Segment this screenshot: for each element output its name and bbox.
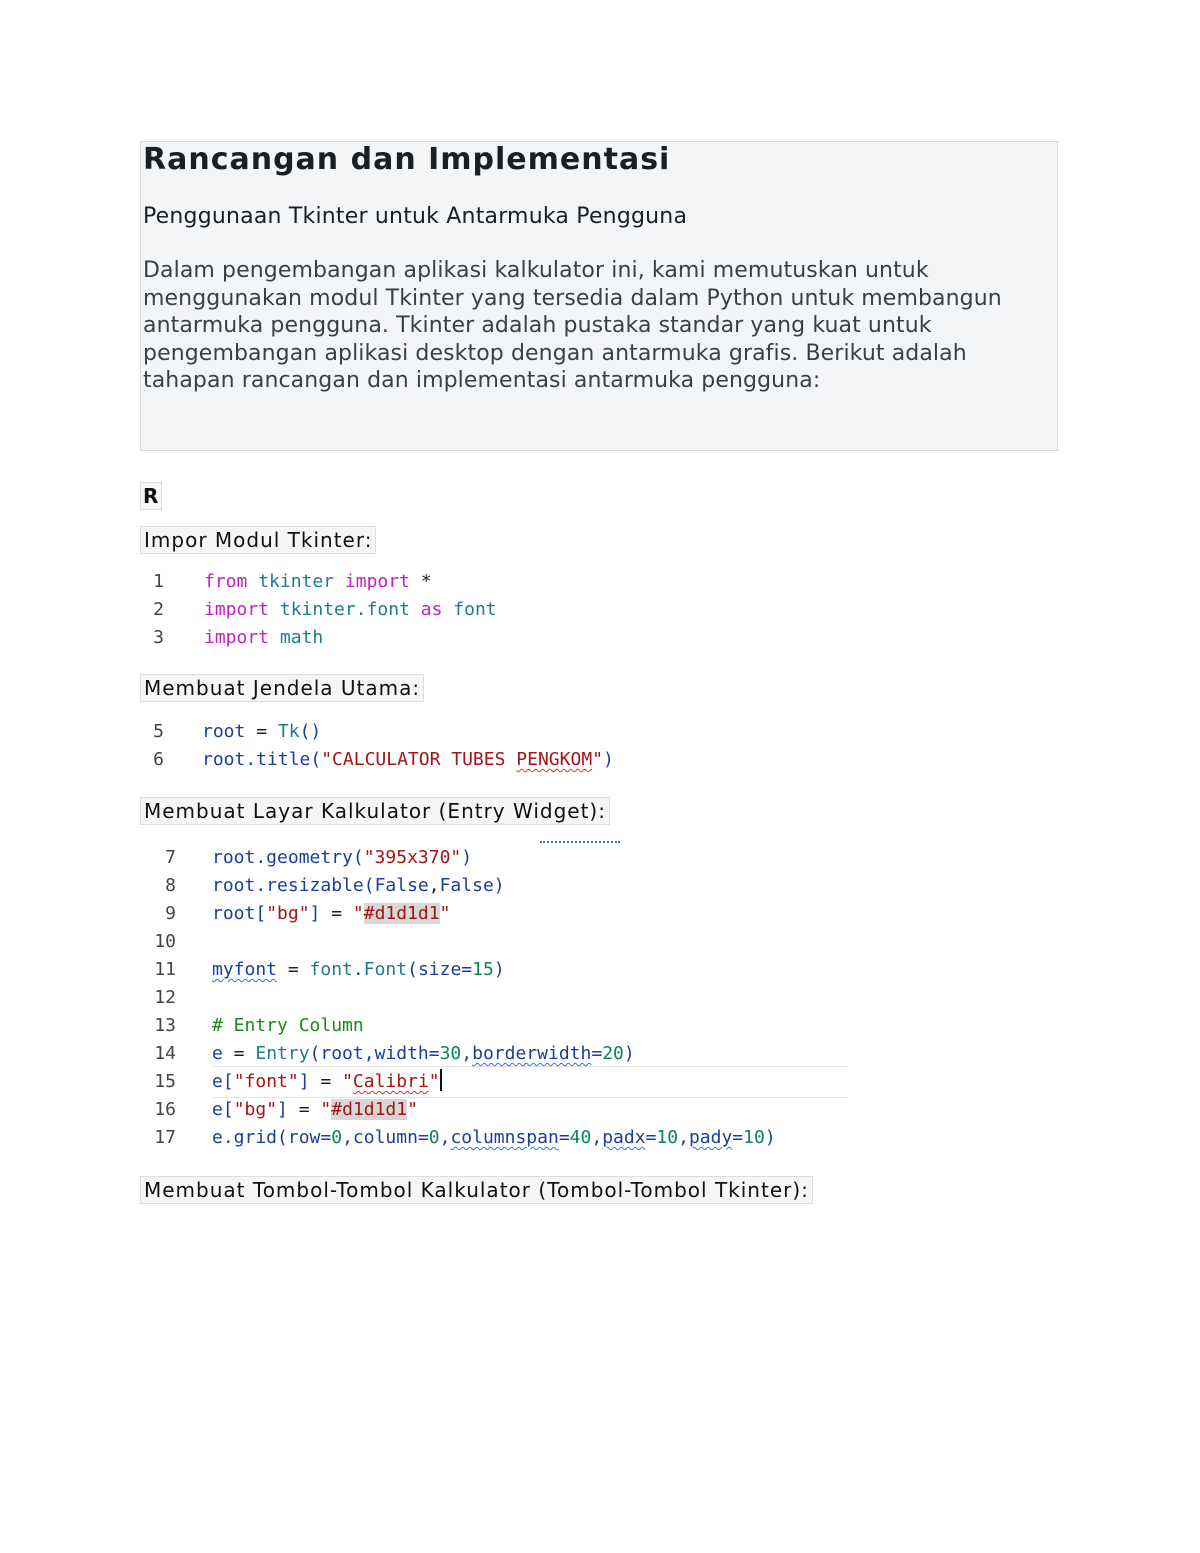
- code-token: root: [202, 721, 246, 742]
- code-line: [150, 1040, 776, 1068]
- code-token: padx: [602, 1127, 646, 1148]
- code-token: ): [623, 1043, 635, 1064]
- section-heading-main-window: Membuat Jendela Utama:: [140, 674, 424, 702]
- code-line: [150, 718, 614, 746]
- code-token: (root,width=: [309, 1043, 440, 1064]
- code-token: e[: [212, 1071, 234, 1092]
- line-number: 15: [154, 1071, 176, 1092]
- code-token: root[: [212, 903, 267, 924]
- code-token: #d1d1d1: [331, 1099, 408, 1120]
- code-token: Calibri: [352, 1071, 429, 1092]
- code-token: =: [309, 1071, 343, 1092]
- code-line: [150, 872, 776, 900]
- code-line: [150, 746, 614, 774]
- lone-letter: R: [140, 482, 162, 510]
- code-token: "bg": [233, 1099, 278, 1120]
- code-token: *: [409, 571, 432, 592]
- code-token: #d1d1d1: [363, 903, 440, 924]
- code-token: ,: [461, 1043, 473, 1064]
- code-line: [150, 1068, 776, 1096]
- code-token: ": [352, 903, 364, 924]
- code-token: 10: [743, 1127, 765, 1148]
- code-token: 0: [428, 1127, 440, 1148]
- code-token: 20: [602, 1043, 624, 1064]
- code-token: ": [592, 749, 603, 770]
- line-number: 11: [154, 959, 176, 980]
- code-token: tkinter.font: [279, 599, 410, 620]
- code-token: import: [204, 627, 270, 648]
- code-token: ): [493, 959, 505, 980]
- code-text: [212, 928, 223, 956]
- code-token: 0: [331, 1127, 343, 1148]
- code-token: font: [453, 599, 497, 620]
- line-number: 1: [153, 571, 164, 592]
- code-line: [150, 596, 497, 624]
- code-token: as: [420, 599, 443, 620]
- code-token: =: [558, 1127, 570, 1148]
- code-token: [269, 599, 280, 620]
- code-text: [212, 1068, 442, 1096]
- code-text: [212, 1124, 776, 1152]
- code-token: "395x370": [363, 847, 462, 868]
- code-token: [442, 599, 453, 620]
- text-cursor: [440, 1069, 442, 1091]
- code-token: e.grid(row=: [212, 1127, 332, 1148]
- code-line: [150, 1012, 776, 1040]
- code-token: ": [428, 1071, 440, 1092]
- code-token: [334, 571, 345, 592]
- code-token: ]: [298, 1071, 310, 1092]
- code-line: [150, 900, 776, 928]
- code-token: import: [204, 599, 270, 620]
- code-token: from: [204, 571, 248, 592]
- spellcheck-underline: [540, 833, 620, 843]
- code-token: Tk: [277, 721, 300, 742]
- code-token: ,: [439, 1127, 451, 1148]
- code-token: math: [279, 627, 324, 648]
- code-token: pady: [688, 1127, 733, 1148]
- code-token: root.resizable(: [212, 875, 375, 896]
- code-token: 40: [569, 1127, 592, 1148]
- code-line: [150, 928, 776, 956]
- code-text: [212, 984, 223, 1012]
- code-line: [150, 1096, 776, 1124]
- code-line: [150, 1124, 776, 1152]
- line-number: 16: [154, 1099, 176, 1120]
- code-token: ": [439, 903, 451, 924]
- code-text: [212, 872, 505, 900]
- code-token: (size=: [407, 959, 473, 980]
- code-text: [212, 956, 505, 984]
- line-number: 8: [165, 875, 176, 896]
- code-token: [269, 627, 280, 648]
- code-token: "font": [233, 1071, 299, 1092]
- code-line: [150, 568, 497, 596]
- line-number: 7: [165, 847, 176, 868]
- code-token: ]: [309, 903, 321, 924]
- code-token: e[: [212, 1099, 234, 1120]
- line-number: 6: [153, 749, 164, 770]
- code-token: e: [212, 1043, 223, 1064]
- code-token: root.geometry(: [212, 847, 364, 868]
- code-token: Entry: [255, 1043, 310, 1064]
- code-token: 15: [472, 959, 494, 980]
- code-token: ]: [277, 1099, 288, 1120]
- code-text: [212, 1012, 364, 1040]
- code-text: [212, 1096, 418, 1124]
- code-text: [212, 1040, 635, 1068]
- code-text: [202, 746, 614, 774]
- code-token: root.title(: [202, 749, 322, 770]
- code-token: font: [309, 959, 353, 980]
- code-token: ): [603, 749, 614, 770]
- line-number: 2: [153, 599, 164, 620]
- code-token: import: [344, 571, 410, 592]
- code-token: PENGKOM: [516, 749, 593, 770]
- code-text: [202, 718, 321, 746]
- code-line: [150, 844, 776, 872]
- section-heading-buttons: Membuat Tombol-Tombol Kalkulator (Tombol-Tombol Tkinter):: [140, 1176, 813, 1204]
- line-number: 17: [154, 1127, 176, 1148]
- code-line: [150, 984, 776, 1012]
- code-block-import: [150, 568, 497, 652]
- code-token: [247, 571, 258, 592]
- code-token: columnspan: [450, 1127, 559, 1148]
- document-title: Rancangan dan Implementasi: [143, 142, 671, 177]
- code-text: [204, 596, 497, 624]
- section-heading-entry-widget: Membuat Layar Kalkulator (Entry Widget):: [140, 797, 610, 825]
- section-heading-import: Impor Modul Tkinter:: [140, 526, 376, 554]
- line-number: 9: [165, 903, 176, 924]
- code-token: ,: [428, 875, 440, 896]
- code-token: =: [287, 1099, 321, 1120]
- code-token: ): [493, 875, 505, 896]
- code-token: =: [645, 1127, 657, 1148]
- code-token: ": [342, 1071, 353, 1092]
- code-token: False: [439, 875, 494, 896]
- code-token: =: [732, 1127, 744, 1148]
- code-token: "bg": [266, 903, 310, 924]
- code-token: [410, 599, 421, 620]
- code-token: tkinter: [258, 571, 335, 592]
- code-token: # Entry Column: [212, 1015, 364, 1036]
- line-number: 12: [154, 987, 176, 1008]
- code-token: =: [245, 721, 278, 742]
- code-token: borderwidth: [472, 1043, 592, 1064]
- code-token: 10: [656, 1127, 679, 1148]
- intro-paragraph: Dalam pengembangan aplikasi kalkulator ini, kami memutuskan untuk menggunakan modul Tkinter yang tersedia dalam Python untuk membangun antarmuka pengguna. Tkinter adalah pustaka standar yang kuat untuk pengembangan aplikasi desktop dengan antarmuka grafis. Berikut adalah tahapan rancangan dan implementasi antarmuka pengguna:: [143, 258, 1002, 393]
- code-text: [212, 844, 472, 872]
- intro-box: [140, 141, 1058, 451]
- code-token: .: [352, 959, 364, 980]
- line-number: 13: [154, 1015, 176, 1036]
- code-token: ,: [591, 1127, 603, 1148]
- code-token: ): [461, 847, 473, 868]
- code-token: Font: [363, 959, 408, 980]
- code-token: ): [764, 1127, 776, 1148]
- code-token: ": [407, 1099, 418, 1120]
- code-text: [204, 568, 432, 596]
- code-token: ,: [678, 1127, 689, 1148]
- code-block-main-window: [150, 718, 614, 774]
- code-token: 30: [439, 1043, 462, 1064]
- code-token: ,column=: [342, 1127, 429, 1148]
- code-line: [150, 624, 497, 652]
- code-token: ": [320, 1099, 332, 1120]
- code-text: [204, 624, 323, 652]
- code-text: [212, 900, 450, 928]
- code-token: =: [320, 903, 353, 924]
- code-token: =: [591, 1043, 603, 1064]
- line-number: 3: [153, 627, 164, 648]
- code-token: (): [299, 721, 322, 742]
- code-line: [150, 956, 776, 984]
- line-number: 5: [153, 721, 164, 742]
- code-token: =: [222, 1043, 256, 1064]
- code-token: myfont: [212, 959, 278, 980]
- line-number: 14: [154, 1043, 176, 1064]
- code-token: "CALCULATOR TUBES: [321, 749, 517, 770]
- code-block-entry-widget: [150, 844, 776, 1152]
- code-token: False: [374, 875, 429, 896]
- code-token: =: [277, 959, 310, 980]
- line-number: 10: [154, 931, 176, 952]
- subtitle: Penggunaan Tkinter untuk Antarmuka Pengguna: [143, 204, 688, 229]
